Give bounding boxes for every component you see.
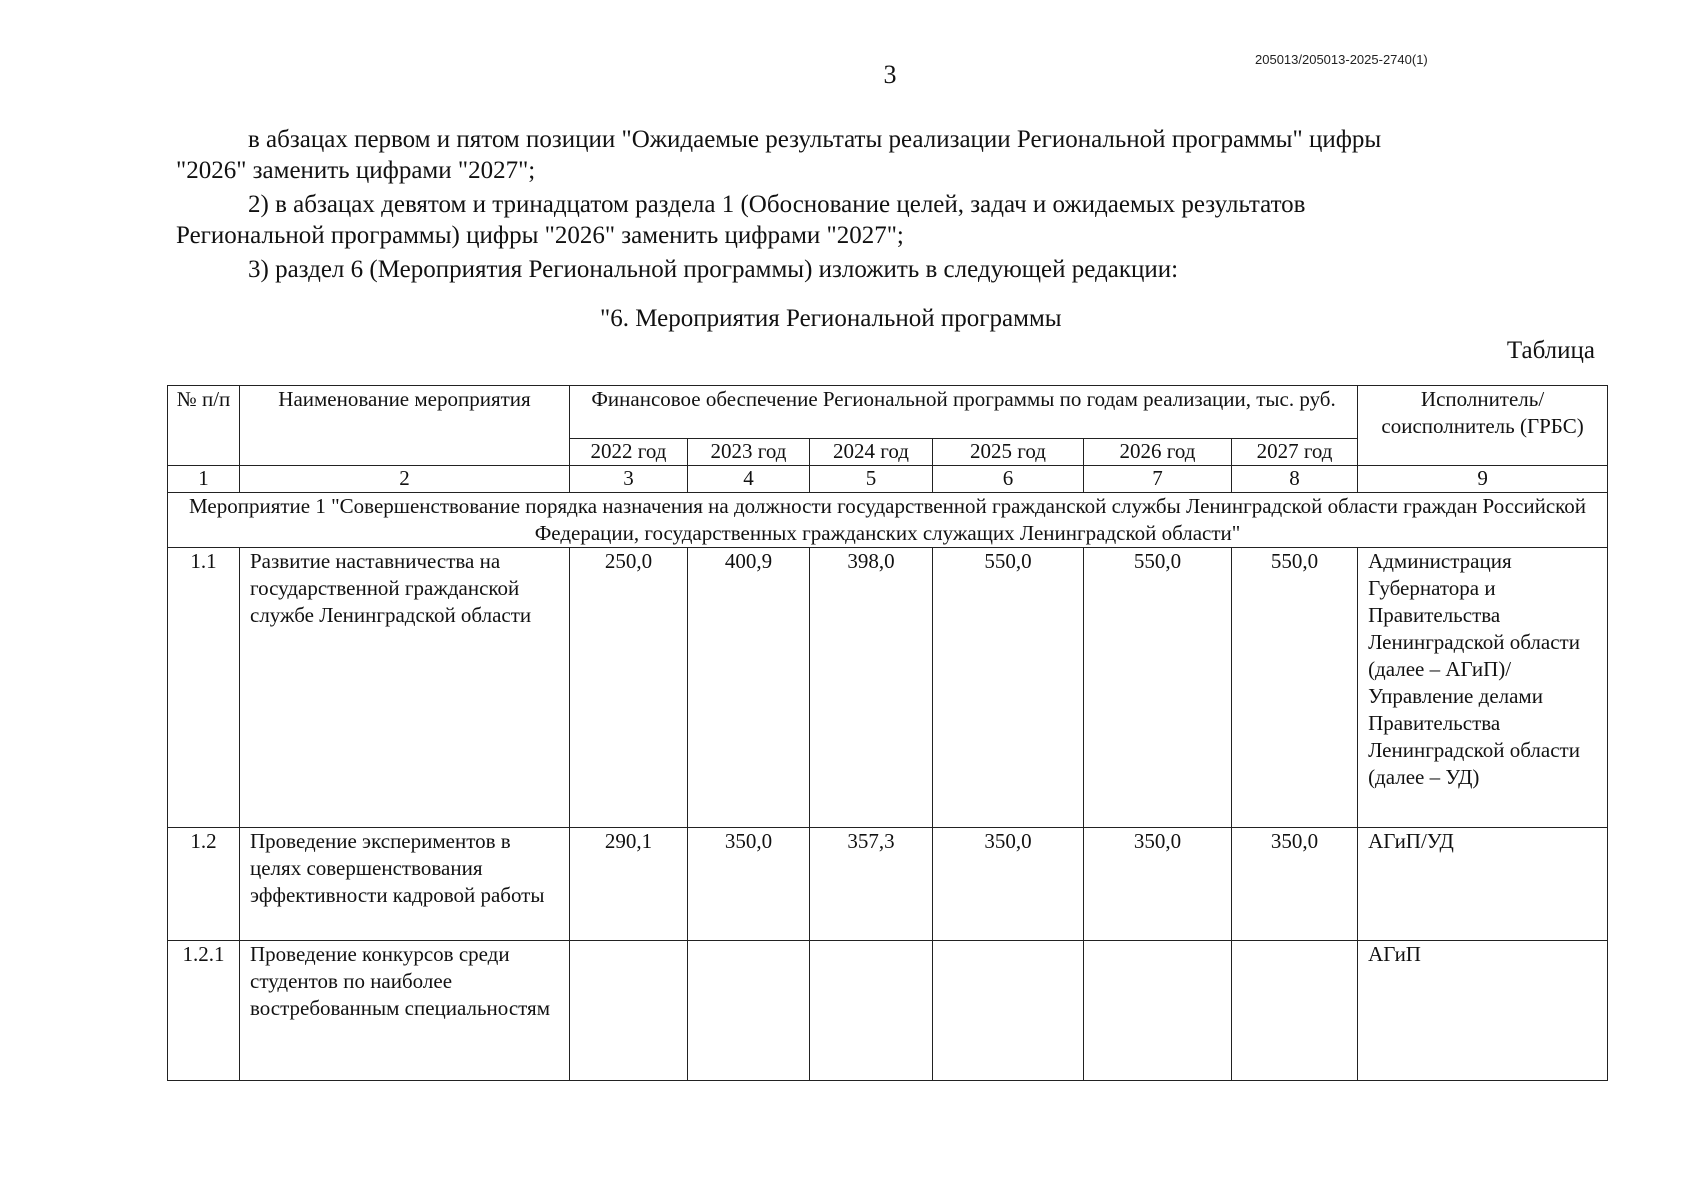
column-index: 9 bbox=[1358, 466, 1608, 493]
row-name: Проведение конкурсов среди студентов по наиболее востребованным специальностям bbox=[240, 941, 570, 1081]
column-index: 2 bbox=[240, 466, 570, 493]
table-row bbox=[168, 941, 1608, 1081]
page-number: 3 bbox=[883, 60, 897, 89]
column-index: 7 bbox=[1084, 466, 1232, 493]
row-value: 550,0 bbox=[933, 548, 1084, 828]
row-value bbox=[570, 941, 688, 1081]
row-num: 1.2.1 bbox=[168, 941, 240, 1081]
table-row bbox=[168, 548, 1608, 828]
paragraph-2-line-2: Региональной программы) цифры "2026" заменить цифрами "2027"; bbox=[176, 222, 904, 249]
row-value: 550,0 bbox=[1084, 548, 1232, 828]
paragraph-2 bbox=[176, 189, 1595, 251]
row-value: 550,0 bbox=[1232, 548, 1358, 828]
row-name: Развитие наставничества на государственной гражданской службе Ленинградской области bbox=[240, 548, 570, 828]
paragraph-1-line-2: "2026" заменить цифрами "2027"; bbox=[176, 157, 536, 184]
document-id: 205013/205013-2025-2740(1) bbox=[1255, 52, 1428, 67]
table-row bbox=[168, 828, 1608, 941]
column-index: 4 bbox=[688, 466, 810, 493]
row-value: 350,0 bbox=[933, 828, 1084, 941]
row-value: 350,0 bbox=[1232, 828, 1358, 941]
column-index: 3 bbox=[570, 466, 688, 493]
row-executor: АГиП bbox=[1358, 941, 1608, 1081]
header-executor: Исполнитель/ соисполнитель (ГРБС) bbox=[1358, 386, 1608, 466]
row-value: 250,0 bbox=[570, 548, 688, 828]
paragraph-3-line-1: 3) раздел 6 (Мероприятия Региональной программы) изложить в следующей редакции: bbox=[248, 256, 1179, 283]
row-value bbox=[1232, 941, 1358, 1081]
section-title: "6. Мероприятия Региональной программы bbox=[600, 305, 1062, 332]
row-value: 290,1 bbox=[570, 828, 688, 941]
header-year: 2023 год bbox=[688, 439, 810, 466]
row-value: 350,0 bbox=[1084, 828, 1232, 941]
row-value bbox=[810, 941, 933, 1081]
header-year: 2024 год bbox=[810, 439, 933, 466]
row-name: Проведение экспериментов в целях совершенствования эффективности кадровой работы bbox=[240, 828, 570, 941]
paragraph-3 bbox=[176, 254, 1595, 285]
measure-title: Мероприятие 1 "Совершенствование порядка назначения на должности государственной гражданской службы Ленинградской области граждан Российской Федерации, государственных гражданских служащих Ленинградской области" bbox=[168, 493, 1608, 548]
row-value bbox=[933, 941, 1084, 1081]
column-index: 6 bbox=[933, 466, 1084, 493]
paragraph-1-line-1: в абзацах первом и пятом позиции "Ожидаемые результаты реализации Региональной программы" цифры bbox=[248, 126, 1382, 153]
paragraph-2-line-1: 2) в абзацах девятом и тринадцатом раздела 1 (Обоснование целей, задач и ожидаемых результатов bbox=[248, 191, 1306, 218]
row-value bbox=[688, 941, 810, 1081]
row-num: 1.1 bbox=[168, 548, 240, 828]
row-num: 1.2 bbox=[168, 828, 240, 941]
table-header-row bbox=[168, 386, 1608, 439]
table-label: Таблица bbox=[1506, 337, 1595, 364]
header-num: № п/п bbox=[168, 386, 240, 466]
header-year: 2025 год bbox=[933, 439, 1084, 466]
row-value: 398,0 bbox=[810, 548, 933, 828]
column-index: 1 bbox=[168, 466, 240, 493]
paragraph-1 bbox=[176, 124, 1595, 186]
header-name: Наименование мероприятия bbox=[240, 386, 570, 466]
row-value: 357,3 bbox=[810, 828, 933, 941]
column-index-row bbox=[168, 466, 1608, 493]
row-executor: АГиП/УД bbox=[1358, 828, 1608, 941]
header-finance: Финансовое обеспечение Региональной программы по годам реализации, тыс. руб. bbox=[570, 386, 1358, 439]
measures-table bbox=[167, 385, 1608, 1081]
column-index: 5 bbox=[810, 466, 933, 493]
row-value: 350,0 bbox=[688, 828, 810, 941]
row-executor: Администрация Губернатора и Правительства Ленинградской области (далее – АГиП)/ Управление делами Правительства Ленинградской области (далее – УД) bbox=[1358, 548, 1608, 828]
header-year: 2022 год bbox=[570, 439, 688, 466]
header-year: 2027 год bbox=[1232, 439, 1358, 466]
measure-title-row bbox=[168, 493, 1608, 548]
header-year: 2026 год bbox=[1084, 439, 1232, 466]
column-index: 8 bbox=[1232, 466, 1358, 493]
row-value bbox=[1084, 941, 1232, 1081]
row-value: 400,9 bbox=[688, 548, 810, 828]
